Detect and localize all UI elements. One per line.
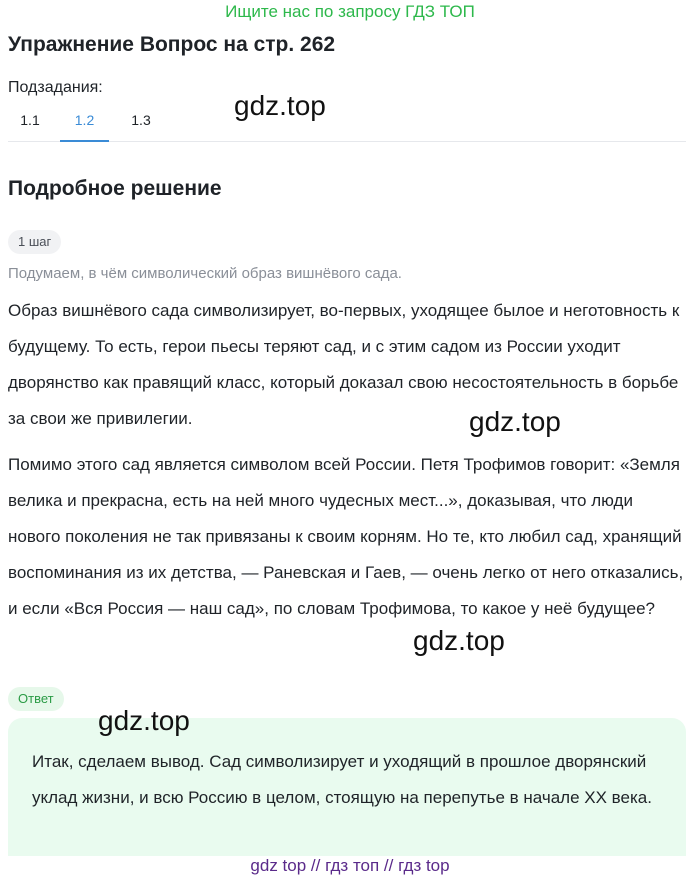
answer-badge: Ответ — [8, 687, 64, 711]
watermark: gdz.top — [469, 406, 561, 437]
subtasks-label: Подзадания: — [8, 79, 103, 96]
watermark: gdz.top — [98, 705, 190, 736]
tab-1-2-active[interactable]: 1.2 — [60, 106, 109, 142]
page-title: Упражнение Вопрос на стр. 262 — [8, 33, 336, 56]
tab-1-1[interactable]: 1.1 — [20, 112, 40, 128]
watermark: gdz.top — [413, 625, 505, 656]
section-title: Подробное решение — [8, 177, 222, 200]
solution-paragraph-1: Образ вишнёвого сада символизирует, во-первых, уходящее былое и неготовность к будущему. То есть, герои пьесы теряют сад, и с этим садом из России уходит дворянство как правящий класс, который доказал свою несостоятельность в борьбе за свои же привилегии. — [8, 301, 680, 428]
tab-1-3[interactable]: 1.3 — [131, 112, 151, 128]
footer-links[interactable]: gdz top // гдз топ // гдз top — [250, 856, 450, 875]
watermark: gdz.top — [234, 90, 326, 121]
step-hint: Подумаем, в чём символический образ вишнёвого сада. — [8, 265, 402, 282]
top-banner: Ищите нас по запросу ГДЗ ТОП — [225, 2, 475, 21]
solution-paragraph-2: Помимо этого сад является символом всей России. Петя Трофимов говорит: «Земля велика и прекрасна, есть на ней много чудесных мест...», доказывая, что люди нового поколения не так привязаны к своим корням. Но те, кто любил сад, хранящий воспоминания из их детства, — Раневская и Гаев, — очень легко от него отказались, и если «Вся Россия — наш сад», по словам Трофимова, то какое у неё будущее? — [8, 455, 684, 618]
step-badge: 1 шаг — [8, 230, 61, 254]
answer-text: Итак, сделаем вывод. Сад символизирует и уходящий в прошлое дворянский уклад жизни, и всю Россию в целом, стоящую на перепутье в начале XX века. — [32, 752, 652, 807]
subtask-tabs — [8, 106, 686, 142]
answer-box — [8, 718, 686, 856]
